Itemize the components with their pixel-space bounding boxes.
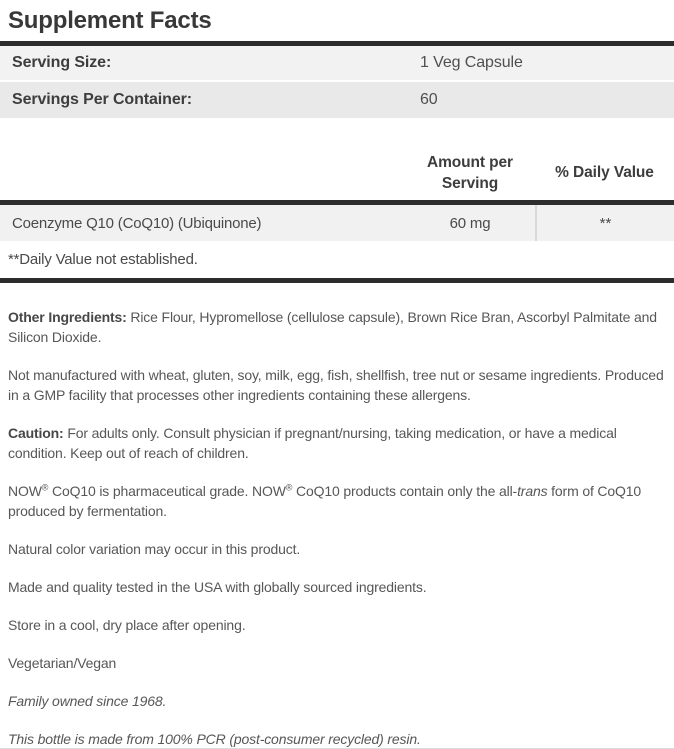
serving-row-value: 1 Veg Capsule [420, 54, 523, 71]
paragraph [8, 423, 668, 463]
text-run: CoQ10 products contain only the all- [292, 483, 518, 499]
text-run: Rice Flour, Hypromellose (cellulose capsule), Brown Rice Bran, Ascorbyl Palmitate and Silicon Dioxide. [8, 309, 657, 345]
text-run: form of CoQ10 produced by fermentation. [8, 483, 642, 519]
nutrient-row [0, 205, 674, 241]
text-run: Vegetarian/Vegan [8, 655, 117, 671]
text-run: For adults only. Consult physician if pregnant/nursing, taking medication, or have a medical condition. Keep out of reach of children. [8, 425, 617, 461]
nutrient-amount: 60 mg [449, 214, 491, 232]
nutrient-table-body [0, 205, 674, 241]
serving-row-label: Servings Per Container: [12, 91, 192, 108]
serving-row-value: 60 [420, 91, 438, 108]
paragraph [8, 615, 668, 635]
serving-info-table [0, 46, 674, 118]
nutrient-daily-value: ** [535, 205, 674, 241]
paragraph [8, 481, 668, 521]
paragraph [8, 653, 668, 673]
paragraph [8, 577, 668, 597]
bold-lead-in: Caution: [8, 425, 68, 441]
text-run: Family owned since 1968. [8, 693, 167, 709]
serving-row-label: Serving Size: [12, 54, 112, 71]
bold-lead-in: Other Ingredients: [8, 309, 131, 325]
paragraph [8, 365, 668, 405]
text-run: Not manufactured with wheat, gluten, soy, milk, egg, fish, shellfish, tree nut or sesame ingredients. Produced in a GMP facility that processes other ingredients containing these allergens. [8, 367, 664, 403]
paragraph [8, 691, 668, 711]
registered-trademark-symbol: ® [41, 482, 49, 493]
serving-table-row [0, 82, 674, 118]
info-paragraphs [0, 283, 674, 749]
nutrient-table-header [0, 146, 674, 200]
text-run: Store in a cool, dry place after opening. [8, 617, 246, 633]
paragraph [8, 539, 668, 559]
paragraph [8, 729, 668, 749]
italic-word: trans [517, 483, 548, 499]
text-run: Natural color variation may occur in this product. [8, 541, 301, 557]
registered-trademark-symbol: ® [285, 482, 293, 493]
text-run: NOW [8, 483, 42, 499]
text-run: This bottle is made from 100% PCR (post-consumer recycled) resin. [8, 731, 421, 747]
paragraph [8, 307, 668, 347]
nutrient-name: Coenzyme Q10 (CoQ10) (Ubiquinone) [12, 214, 262, 232]
text-run: CoQ10 is pharmaceutical grade. NOW [48, 483, 286, 499]
page-title: Supplement Facts [8, 7, 212, 34]
amount-per-serving-header: Amount per Serving [427, 154, 513, 192]
daily-value-header: % Daily Value [555, 164, 654, 181]
daily-value-footnote: **Daily Value not established. [0, 241, 674, 278]
serving-table-row [0, 46, 674, 80]
text-run: Made and quality tested in the USA with globally sourced ingredients. [8, 579, 427, 595]
